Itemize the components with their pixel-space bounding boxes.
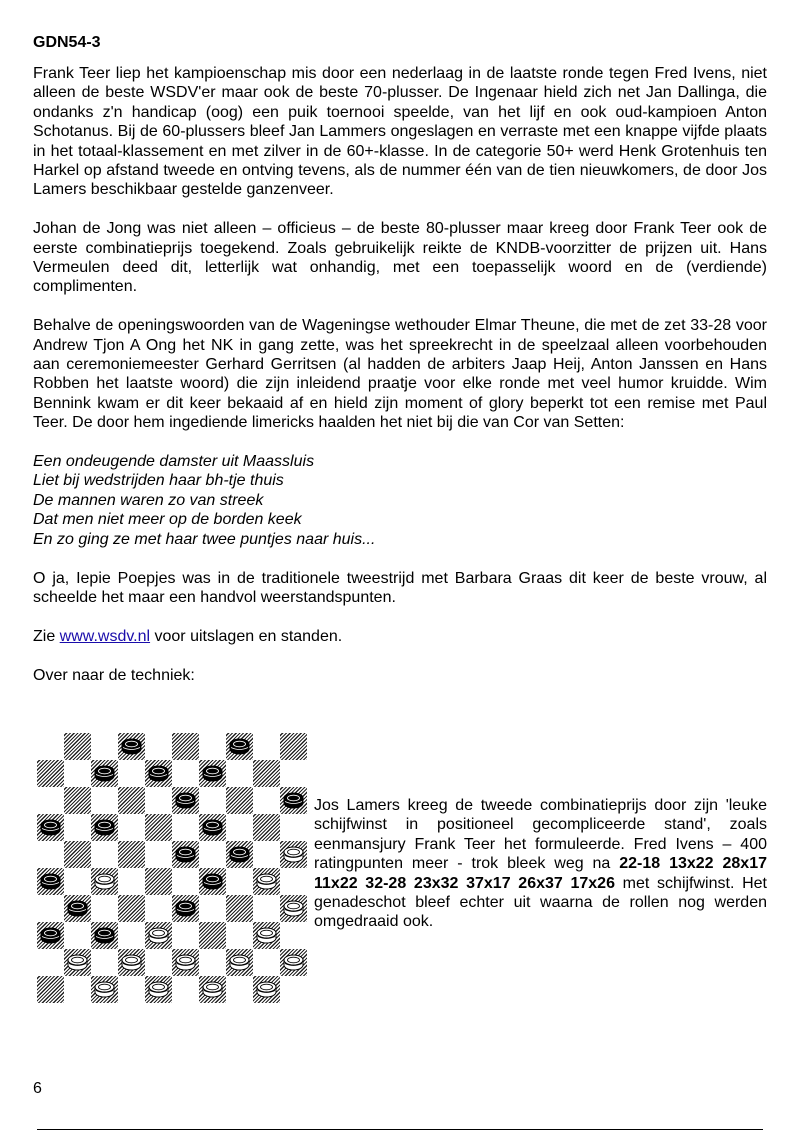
link-suffix: voor uitslagen en standen. [150,627,343,645]
black-piece [202,765,223,782]
board-square-light [145,733,172,760]
board-square-2 [118,733,145,760]
board-square-34 [226,895,253,922]
white-piece [94,873,115,890]
board-square-44 [226,949,253,976]
board-square-48 [145,976,172,1003]
board-square-12 [118,787,145,814]
board-square-light [37,949,64,976]
board-square-light [199,841,226,868]
board-square-25 [280,841,307,868]
board-square-43 [172,949,199,976]
black-piece [94,819,115,836]
caption-text-1: Jos Lamers kreeg de tweede combinatieprijs door zijn 'leuke schijfwinst in positioneel gecompliceerde stand', zoals eenmansjury Frank Teer het formuleerde. Fred Ivens – 400 ratingpunten meer - trok bleek weg na [314,797,767,873]
white-piece [256,927,277,944]
black-piece [229,846,250,863]
board-square-33 [172,895,199,922]
board-square-28 [145,868,172,895]
white-piece [256,873,277,890]
board-square-light [280,760,307,787]
black-piece [175,900,196,917]
board-square-19 [199,814,226,841]
white-piece [256,981,277,998]
board-square-49 [199,976,226,1003]
board-square-7 [91,760,118,787]
black-piece [94,765,115,782]
board-square-13 [172,787,199,814]
board-square-light [145,841,172,868]
board-square-18 [145,814,172,841]
limerick-line: Liet bij wedstrijden haar bh-tje thuis [33,472,284,490]
board-square-3 [172,733,199,760]
board-square-light [118,868,145,895]
board-square-light [64,814,91,841]
board-square-20 [253,814,280,841]
black-piece [40,873,61,890]
board-square-1 [64,733,91,760]
board-square-11 [64,787,91,814]
board-square-light [253,733,280,760]
board-square-light [91,787,118,814]
board-square-10 [253,760,280,787]
board-square-50 [253,976,280,1003]
board-square-21 [64,841,91,868]
black-piece [40,819,61,836]
board-square-light [64,760,91,787]
limerick [33,452,767,549]
white-piece [175,954,196,971]
wsdv-link[interactable]: www.wsdv.nl [59,627,151,645]
black-piece [229,738,250,755]
board-square-29 [199,868,226,895]
board-square-light [280,922,307,949]
board-square-light [226,868,253,895]
white-piece [67,954,88,971]
board-square-light [280,976,307,1003]
board-square-42 [118,949,145,976]
white-piece [121,954,142,971]
board-square-light [199,895,226,922]
board-square-47 [91,976,118,1003]
board-square-24 [226,841,253,868]
board-square-35 [280,895,307,922]
board-square-light [199,787,226,814]
board-square-light [226,976,253,1003]
board-square-light [37,733,64,760]
board-square-26 [37,868,64,895]
white-piece [283,846,304,863]
page-id: GDN54-3 [33,34,101,51]
black-piece [148,765,169,782]
board-square-light [37,787,64,814]
paragraph-2: Johan de Jong was niet alleen – officieus – de beste 80-plusser maar kreeg door Frank Teer ook de eerste combinatieprijs toegekend. Zoals gebruikelijk reikte de KNDB-voorzitter de prijzen uit. Hans Vermeulen deed dit, letterlijk wat onhandig, met een toepasselijk woord en de (verdiende) complimenten. [33,220,767,296]
board-square-light [64,868,91,895]
board-square-17 [91,814,118,841]
board-square-light [280,814,307,841]
board-square-23 [172,841,199,868]
limerick-line: Een ondeugende damster uit Maassluis [33,453,315,471]
board-square-36 [37,922,64,949]
footer-divider [37,1129,763,1130]
board-square-light [145,895,172,922]
board-square-15 [280,787,307,814]
white-piece [283,900,304,917]
board-square-light [172,760,199,787]
paragraph-1: Frank Teer liep het kampioenschap mis door een nederlaag in de laatste ronde tegen Fred Ivens, niet alleen de beste WSDV'er maar ook de beste 70-plusser. De Ingenaar hield zich net Jan Dallinga, die ondanks z'n handicap (oog) een puik toernooi speelde, van het lijf en ook oud-kampioen Anton Schotanus. Bij de 60-plussers bleef Jan Lammers ongeslagen en verraste met een knappe vijfde plaats in het totaal-klassement en met zilver in de 60+-klasse. In de categorie 50+ werd Henk Grotenhuis ten Harkel op afstand tweede en ontving tevens, als de nummer één van de tien nieuwkomers, de door Jos Lamers beschikbaar gestelde ganzenveer. [33,65,767,199]
board-square-14 [226,787,253,814]
caption-moves: 22-18 13x22 28x17 11x22 32-28 23x32 37x17 26x37 17x26 [314,855,767,892]
board-square-40 [253,922,280,949]
board-square-light [118,976,145,1003]
board-square-light [199,949,226,976]
board-square-light [253,895,280,922]
white-piece [202,981,223,998]
board-square-41 [64,949,91,976]
board-square-light [172,922,199,949]
white-piece [283,954,304,971]
black-piece [202,819,223,836]
board-square-8 [145,760,172,787]
board-square-light [226,814,253,841]
draughts-board-diagram [37,733,307,1003]
limerick-line: Dat men niet meer op de borden keek [33,511,302,529]
paragraph-4: O ja, Iepie Poepjes was in de traditionele tweestrijd met Barbara Graas dit keer de beste vrouw, al scheelde het maar een handvol weerstandspunten. [33,569,767,606]
black-piece [40,927,61,944]
board-square-6 [37,760,64,787]
diagram-caption [314,796,767,932]
board-square-45 [280,949,307,976]
limerick-line: De mannen waren zo van streek [33,491,264,509]
board-square-light [64,976,91,1003]
board-square-light [226,760,253,787]
black-piece [202,873,223,890]
board-square-27 [91,868,118,895]
board-square-16 [37,814,64,841]
white-piece [229,954,250,971]
board-square-light [253,841,280,868]
technique-intro: Over naar de techniek: [33,666,195,684]
board-square-32 [118,895,145,922]
board-square-light [226,922,253,949]
black-piece [94,927,115,944]
board-square-light [64,922,91,949]
board-square-light [91,841,118,868]
black-piece [175,846,196,863]
board-square-light [118,760,145,787]
board-square-light [145,787,172,814]
limerick-line: En zo ging ze met haar twee puntjes naar huis... [33,530,376,548]
board-square-30 [253,868,280,895]
white-piece [148,927,169,944]
board-square-4 [226,733,253,760]
article-body [33,64,767,704]
board-square-light [280,868,307,895]
white-piece [148,981,169,998]
board-square-light [253,949,280,976]
board-square-9 [199,760,226,787]
board-square-light [172,868,199,895]
board-square-31 [64,895,91,922]
board-square-38 [145,922,172,949]
black-piece [121,738,142,755]
board-square-light [37,841,64,868]
board-square-light [172,814,199,841]
board-square-light [253,787,280,814]
board-square-light [91,895,118,922]
board-square-5 [280,733,307,760]
page-number: 6 [33,1080,42,1097]
board-square-39 [199,922,226,949]
board-square-22 [118,841,145,868]
board-square-light [172,976,199,1003]
white-piece [94,981,115,998]
board-square-light [118,922,145,949]
black-piece [175,792,196,809]
link-paragraph [33,627,767,646]
board-square-light [199,733,226,760]
paragraph-3: Behalve de openingswoorden van de Wageningse wethouder Elmar Theune, die met de zet 33-28 voor Andrew Tjon A Ong het NK in gang zette, was het spreekrecht in de speelzaal alleen voorbehouden aan ceremoniemeester Gerhard Gerritsen (al hadden de arbiters Jaap Heij, Anton Janssen en Hans Robben het laatste woord) die zijn inleidend praatje voor elke ronde met veel humor kruidde. Wim Bennink kwam er dit keer bekaaid af en hield zijn moment of glory beperkt tot een remise met Paul Teer. De door hem ingediende limericks haalden het niet bij die van Cor van Setten: [33,317,767,432]
board-square-46 [37,976,64,1003]
black-piece [283,792,304,809]
caption-text-2: met schijfwinst. Het genadeschot bleef echter uit waarna de rollen nog werden omgedraaid ook. [314,874,767,931]
board-square-light [145,949,172,976]
black-piece [67,900,88,917]
board-square-light [91,733,118,760]
board-square-light [91,949,118,976]
link-prefix: Zie [33,627,60,645]
board-square-light [37,895,64,922]
board-square-light [118,814,145,841]
board-square-37 [91,922,118,949]
